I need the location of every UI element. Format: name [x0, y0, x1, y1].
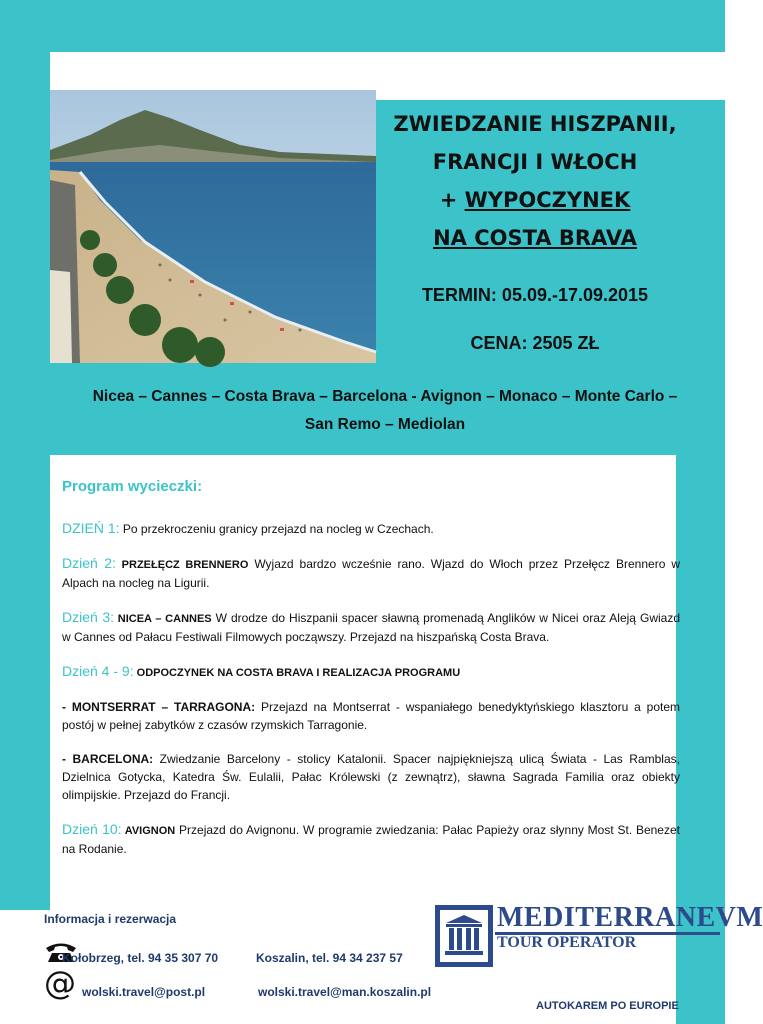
- day-10-heading: AVIGNON: [121, 825, 176, 837]
- day-2-label: Dzień 2:: [62, 555, 116, 571]
- top-teal-band: [0, 0, 725, 52]
- day-3: [62, 608, 680, 646]
- day-3-label: Dzień 3:: [62, 609, 115, 625]
- tour-dates: TERMIN: 05.09.-17.09.2015: [421, 285, 649, 305]
- montserrat-heading: - MONTSERRAT – TARRAGONA:: [62, 700, 256, 714]
- montserrat-text: Przejazd na Montserrat - wspaniałego benedyktyńskiego klasztoru a potem postój w pełnej zabytków z czasów rzymskich Tarragonie.: [62, 700, 680, 732]
- slogan: AUTOKAREM PO EUROPIE: [536, 1000, 679, 1012]
- route-line-2: San Remo – Mediolan: [304, 416, 466, 433]
- program-heading: Program wycieczki:: [62, 478, 203, 495]
- title-plus: +: [439, 188, 465, 212]
- info-heading: Informacja i rezerwacja: [44, 912, 177, 926]
- logo-title: MEDITERRANEVM: [497, 902, 763, 933]
- day-4-9-label: Dzień 4 - 9:: [62, 663, 134, 679]
- day-3-heading: NICEA – CANNES: [114, 613, 212, 625]
- email-koszalin[interactable]: wolski.travel@man.koszalin.pl: [258, 985, 432, 999]
- barcelona-paragraph: [62, 750, 680, 804]
- day-2: [62, 554, 680, 592]
- title-line-4: NA COSTA BRAVA: [433, 226, 637, 250]
- koszalin-phone: Koszalin, tel. 94 34 237 57: [256, 951, 403, 965]
- email-kolobrzeg[interactable]: wolski.travel@post.pl: [82, 985, 206, 999]
- montserrat-paragraph: [62, 698, 680, 734]
- title-line-2: FRANCJI I WŁOCH: [432, 150, 638, 174]
- barcelona-text: Zwiedzanie Barcelony - stolicy Katalonii. Spacer najpiękniejszą ulicą Świata - Las Ramblas, Dzielnica Gotycka, Katedra Św. Eulalii, Pałac Królewski (z zewnątrz), sławna Sagrada Familia oraz obiekty olimpijskie. Przejazd do Francji.: [62, 752, 680, 802]
- day-1: [62, 519, 680, 538]
- barcelona-heading: - BARCELONA:: [62, 752, 154, 766]
- day-4-9-heading: ODPOCZYNEK NA COSTA BRAVA I REALIZACJA PROGRAMU: [133, 667, 461, 679]
- day-10: [62, 820, 680, 858]
- day-10-label: Dzień 10:: [62, 821, 122, 837]
- day-2-heading: PRZEŁĘCZ BRENNERO: [116, 559, 249, 571]
- day-3-text: W drodze do Hiszpanii spacer sławną promenadą Anglików w Nicei oraz Aleją Gwiazd w Cannes od Pałacu Festiwali Filmowych począwszy. Przejazd na hiszpańską Costa Brava.: [62, 611, 680, 644]
- tour-price: CENA: 2505 ZŁ: [470, 333, 600, 353]
- costa-brava-beach-photo: [50, 90, 376, 363]
- day-1-label: DZIEŃ 1:: [62, 520, 120, 536]
- left-teal-strip: [0, 0, 50, 910]
- day-10-text: Przejazd do Avignonu. W programie zwiedzania: Pałac Papieży oraz słynny Most St. Benezet na Rodanie.: [62, 823, 680, 856]
- day-2-text: Wyjazd bardzo wcześnie rano. Wjazd do Włoch przez Przełęcz Brennero w Alpach na nocleg na Ligurii.: [62, 557, 680, 590]
- route-line-1: Nicea – Cannes – Costa Brava – Barcelona - Avignon – Monaco – Monte Carlo –: [92, 388, 678, 405]
- tour-title: [380, 105, 690, 257]
- logo-subtitle: TOUR OPERATOR: [497, 934, 637, 951]
- day-4-9: [62, 662, 680, 682]
- title-line-1: ZWIEDZANIE HISZPANII,: [393, 112, 677, 136]
- tour-program: [62, 478, 680, 858]
- at-sign-icon: @: [44, 964, 76, 1002]
- title-line-3-text: WYPOCZYNEK: [464, 188, 631, 212]
- route-list: [55, 383, 715, 439]
- title-line-3: [380, 181, 690, 219]
- day-1-text: Po przekroczeniu granicy przejazd na nocleg w Czechach.: [119, 522, 434, 536]
- kolobrzeg-phone: Kołobrzeg, tel. 94 35 307 70: [62, 951, 219, 965]
